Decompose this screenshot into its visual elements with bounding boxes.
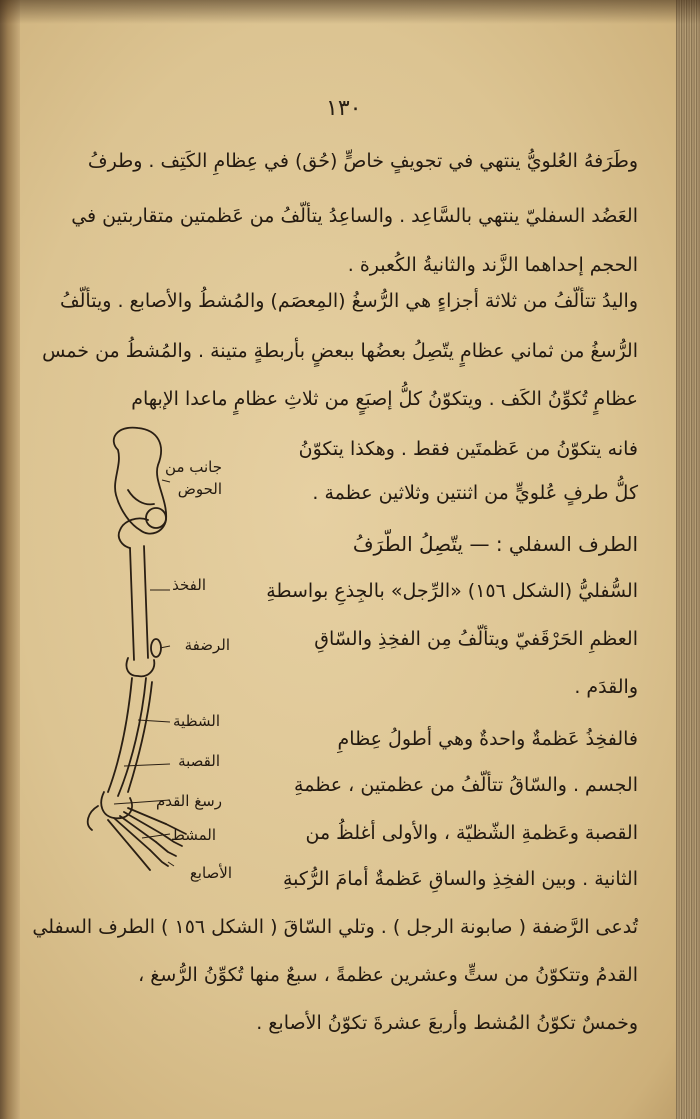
text-line: فالفخِذُ عَظمةٌ واحدةٌ وهي أطولُ عِظامِ [337,728,638,750]
label-tibia: القصبة [178,752,220,770]
page-number: ١٣٠ [326,96,362,121]
section-heading: الطرف السفلي : — يتّصِلُ الطّرَفُ [352,532,638,556]
text-line: الحجم إحداهما الزَّند والثانيةُ الكُعبرة . [347,254,638,276]
label-toes: الأصابع [189,864,232,882]
label-hip: جانب من [165,458,222,476]
text-line: الجسم . والسّاقُ تتألّفُ من عظمتين ، عظمةِ [294,774,638,796]
text-line: وخمسٌ تكوّنُ المُشط وأربعَ عشرةَ تكوّنُ الأصابع . [256,1012,638,1034]
text-line: عظامٍ تُكوِّنُ الكَف . ويتكوّنُ كلُّ إصبَعٍ من ثلاثِ عظامٍ ماعدا الإبهام [131,388,638,410]
text-line: واليدُ تتألّفُ من ثلاثة أجزاءٍ هي الرُّسغُ (المِعصَم) والمُشطُ والأصابع . ويتألّفُ [59,290,638,312]
text-line: القدمُ وتتكوّنُ من ستٍّ وعشرين عظمةً ، سبعٌ منها تُكوِّنُ الرُّسغ ، [138,964,638,986]
text-line: تُدعى الرَّضفة ( صابونة الرجل ) . وتلي السّاقَ ( الشكل ١٥٦ ) الطرف السفلي [32,916,638,938]
text-line: العَضُد السفليّ ينتهي بالسَّاعِد . والساعِدُ يتألّفُ من عَظمتين متقاربتين في [71,205,638,227]
text-line: السُّفليُّ (الشكل ١٥٦) «الرِّجل» بالجِذعِ بواسطةِ [266,580,638,602]
text-line: العظمِ الحَرْقَفيّ ويتألّفُ مِن الفخِذِ والسّاقِ [314,628,638,650]
text-line: الثانية . وبين الفخِذِ والساقِ عَظمةٌ أمامَ الرُّكبةِ [282,868,638,890]
label-hip-2: الحوض [177,480,222,498]
top-shadow [0,0,700,24]
text-line: الرُّسغُ من ثماني عظامٍ يتّصِلُ بعضُها ببعضٍ بأربطةٍ متينة . والمُشطُ من خمس [42,340,638,362]
label-fibula: الشظية [173,712,220,730]
page-edges [676,0,700,1119]
text-line: القصبة وعَظمةِ الشّظيّة ، والأولى أغلظُ من [305,822,638,844]
label-patella: الرضفة [184,636,230,654]
label-femur: الفخذ [172,576,206,594]
text-line: وطَرَفهُ العُلويُّ ينتهي في تجويفٍ خاصٍّ (حُق) في عِظامِ الكَتِف . وطرفُ [87,150,638,172]
text-line: فانه يتكوّنُ من عَظمتَين فقط . وهكذا يتكوّنُ [298,438,638,460]
acetabulum [146,508,166,528]
fibula-shaft [128,682,152,792]
label-tarsus: رسغ القدم [155,792,222,810]
femur-shaft [130,548,134,660]
text-line: والقدَم . [574,676,638,698]
tibia-shaft [108,678,132,792]
label-metatarsus: المشط [170,826,216,844]
book-spine-edge [0,0,20,1119]
text-line: كلُّ طرفٍ عُلويٍّ من اثنتين وثلاثين عظمة . [312,482,638,504]
